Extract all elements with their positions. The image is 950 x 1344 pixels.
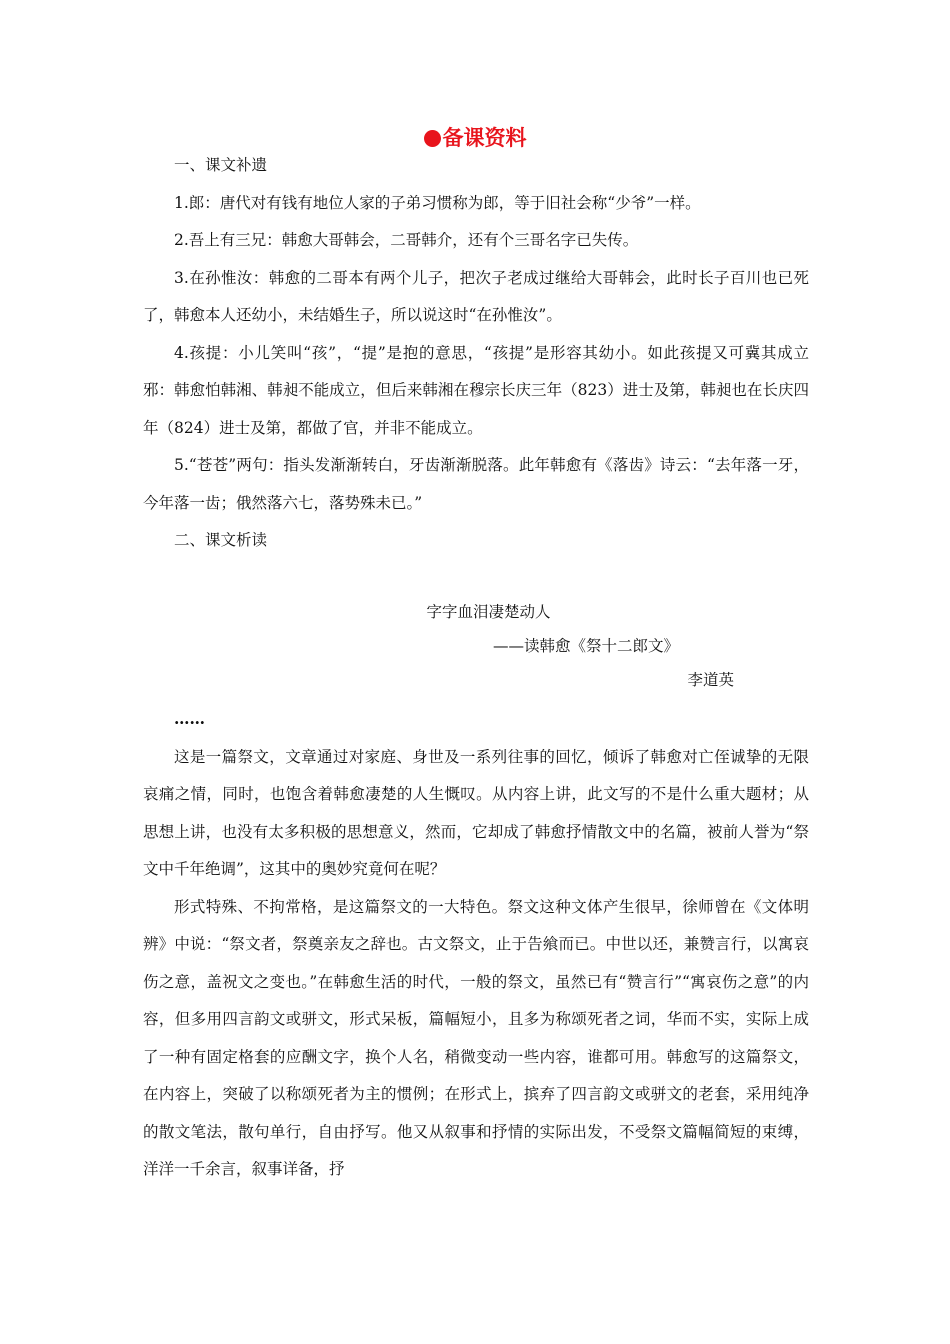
omission-mark: …… — [174, 708, 205, 728]
section-heading-analysis: 二、课文析读 — [174, 531, 268, 549]
article-paragraph-1: 这是一篇祭文，文章通过对家庭、身世及一系列往事的回忆，倾诉了韩愈对亡侄诚挚的无限哀痛之情，同时，也饱含着韩愈凄楚的人生慨叹。从内容上讲，此文写的不是什么重大题材；从思想上讲，也没有太多积极的思想意义，然而，它却成了韩愈抒情散文中的名篇，被前人誉为“祭文中千年绝调”，这其中的奥妙究竟何在呢？ — [143, 747, 809, 878]
article-author: 李道英 — [687, 670, 734, 689]
section-heading-supplement: 一、课文补遗 — [174, 156, 268, 174]
note-item-1: 1.郎：唐代对有钱有地位人家的子弟习惯称为郎，等于旧社会称“少爷”一样。 — [174, 193, 701, 212]
note-item-2: 2.吾上有三兄：韩愈大哥韩会，二哥韩介，还有个三哥名字已失传。 — [174, 231, 639, 249]
article-title: 字字血泪凄楚动人 — [426, 602, 551, 621]
document-body — [143, 147, 809, 1189]
page-title-text: 备课资料 — [442, 126, 527, 150]
article-paragraph-2: 形式特殊、不拘常格，是这篇祭文的一大特色。祭文这种文体产生很早，徐师曾在《文体明辨》中说：“祭文者，祭奠亲友之辞也。古文祭文，止于告飨而已。中世以还，兼赞言行，以寓哀伤之意，盖祝文之变也。”在韩愈生活的时代，一般的祭文，虽然已有“赞言行”“寓哀伤之意”的内容，但多用四言韵文或骈文，形式呆板，篇幅短小，且多为称颂死者之词，华而不实，实际上成了一种有固定格套的应酬文字，换个人名，稍微变动一些内容，谁都可用。韩愈写的这篇祭文，在内容上，突破了以称颂死者为主的惯例；在形式上，摈弃了四言韵文或骈文的老套，采用纯净的散文笔法，散句单行，自由抒写。他又从叙事和抒情的实际出发，不受祭文篇幅简短的束缚，洋洋一千余言，叙事详备，抒 — [143, 897, 809, 1178]
red-bullet-icon — [424, 130, 441, 147]
article-subtitle: ——读韩愈《祭十二郎文》 — [492, 636, 679, 655]
note-item-4: 4.孩提：小儿笑叫“孩”，“提”是抱的意思，“孩提”是形容其幼小。如此孩提又可冀其成立邪：韩愈怕韩湘、韩昶不能成立，但后来韩湘在穆宗长庆三年（823）进士及第，韩昶也在长庆四年（824）进士及第，都做了官，并非不能成立。 — [143, 343, 809, 437]
note-item-3: 3.在孙惟汝：韩愈的二哥本有两个儿子，把次子老成过继给大哥韩会，此时长子百川也已死了，韩愈本人还幼小，未结婚生子，所以说这时“在孙惟汝”。 — [143, 268, 809, 324]
note-item-5: 5.“苍苍”两句：指头发渐渐转白，牙齿渐渐脱落。此年韩愈有《落齿》诗云：“去年落一牙，今年落一齿；俄然落六七，落势殊未已。” — [143, 456, 809, 512]
